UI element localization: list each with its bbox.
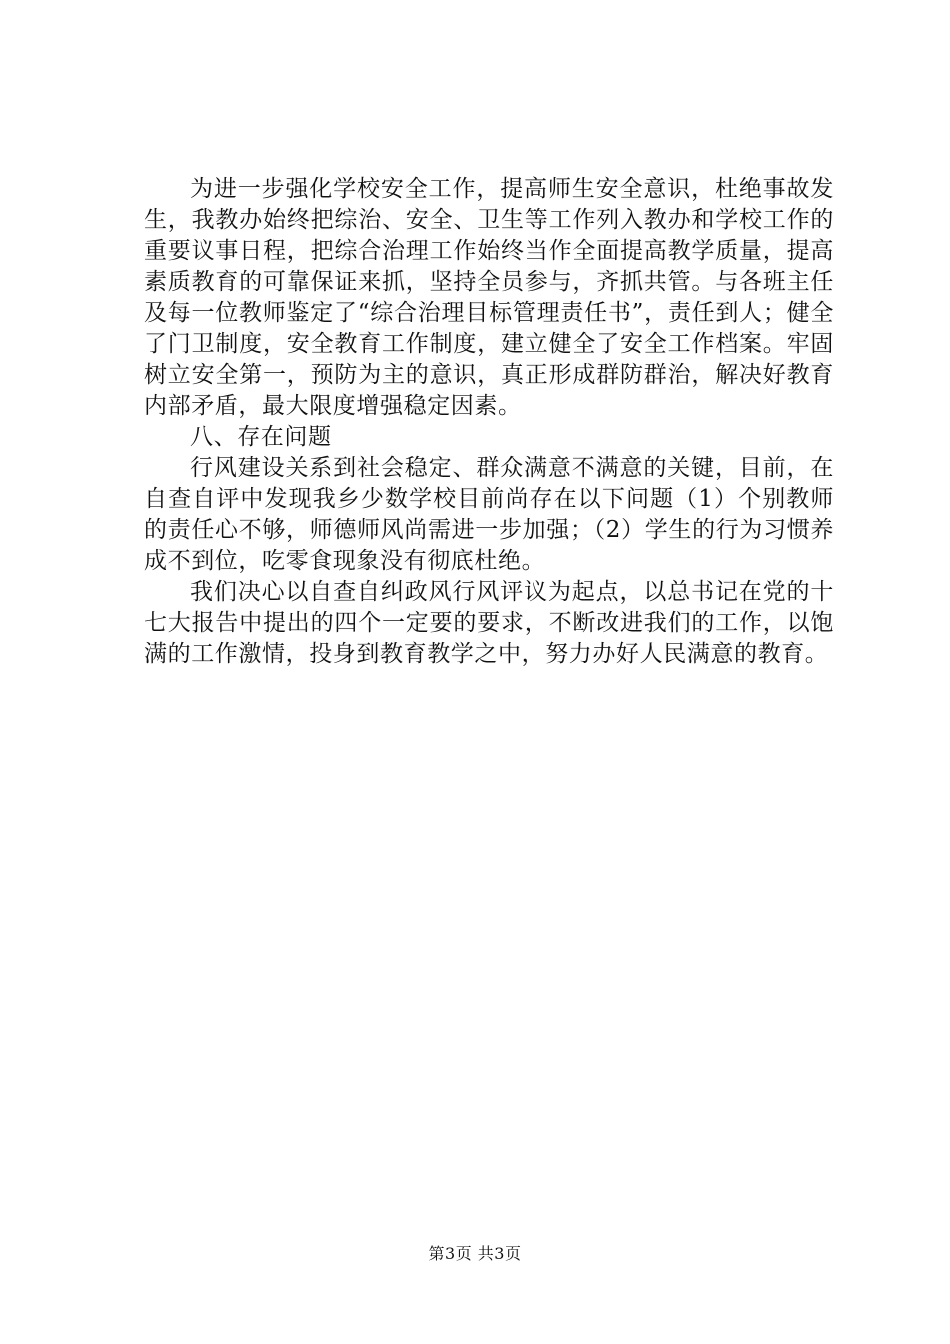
paragraph-resolution: 我们决心以自查自纠政风行风评议为起点，以总书记在党的十七大报告中提出的四个一定要的要求，不断改进我们的工作，以饱满的工作激情，投身到教育教学之中，努力办好人民满意的教育。 [144, 579, 834, 667]
page-number-footer: 第3页 共3页 [428, 1244, 522, 1263]
section-heading-existing-problems: 八、存在问题 [190, 424, 332, 450]
document-body [144, 174, 834, 670]
paragraph-problems: 行风建设关系到社会稳定、群众满意不满意的关键，目前，在自查自评中发现我乡少数学校目前尚存在以下问题（1）个别教师的责任心不够，师德师风尚需进一步加强；（2）学生的行为习惯养成不到位，吃零食现象没有彻底杜绝。 [144, 455, 834, 574]
paragraph-safety-work: 为进一步强化学校安全工作，提高师生安全意识，杜绝事故发生，我教办始终把综治、安全、卫生等工作列入教办和学校工作的重要议事日程，把综合治理工作始终当作全面提高教学质量，提高素质教育的可靠保证来抓，坚持全员参与，齐抓共管。与各班主任及每一位教师鉴定了“综合治理目标管理责任书”，责任到人；健全了门卫制度，安全教育工作制度，建立健全了安全工作档案。牢固树立安全第一，预防为主的意识，真正形成群防群治，解决好教育内部矛盾，最大限度增强稳定因素。 [144, 176, 834, 419]
